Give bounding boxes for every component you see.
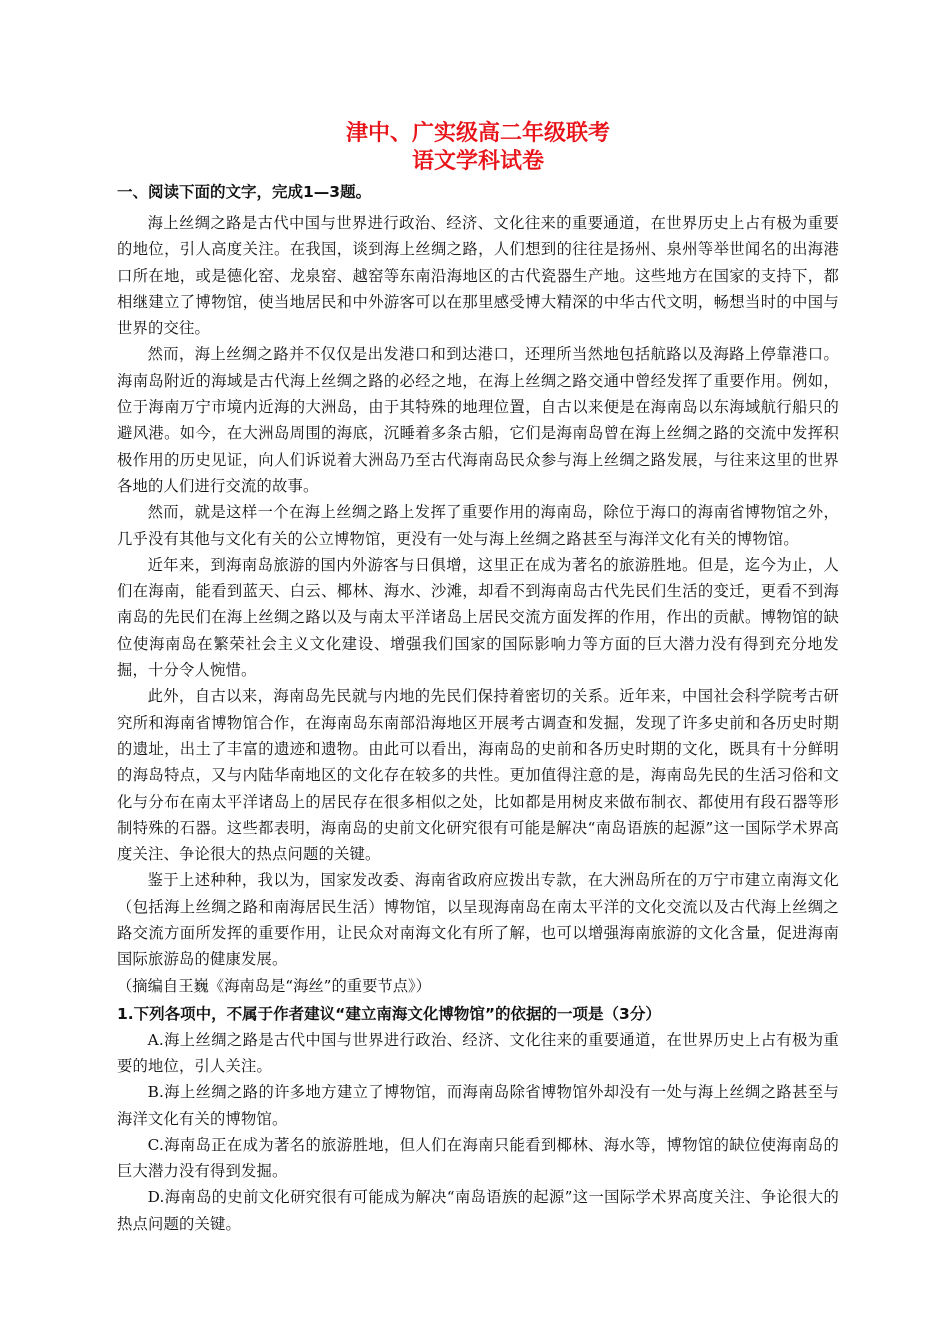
passage-source: （摘编自王巍《海南岛是“海丝”的重要节点》） xyxy=(117,976,431,995)
question-1-option-b: B.海上丝绸之路的许多地方建立了博物馆，而海南岛除省博物馆外却没有一处与海上丝绸之路甚至与海洋文化有关的博物馆。 xyxy=(117,1083,839,1128)
question-1-option-c: C.海南岛正在成为著名的旅游胜地，但人们在海南只能看到椰林、海水等，博物馆的缺位使海南岛的巨大潜力没有得到发掘。 xyxy=(117,1135,839,1181)
passage-paragraph-2: 然而，海上丝绸之路并不仅仅是出发港口和到达港口，还理所当然地包括航路以及海路上停靠港口。海南岛附近的海域是古代海上丝绸之路的必经之地，在海上丝绸之路交通中曾经发挥了重要作用。例如，位于海南万宁市境内近海的大洲岛，由于其特殊的地理位置，自古以来便是在海南岛以东海域航行船只的避风港。如今，在大洲岛周围的海底，沉睡着多条古船，它们是海南岛曾在海上丝绸之路的交流中发挥积极作用的历史见证，向人们诉说着大洲岛乃至古代海南岛民众参与海上丝绸之路发展，与往来这里的世界各地的人们进行交流的故事。 xyxy=(117,345,839,495)
section-heading: 一、阅读下面的文字，完成1—3题。 xyxy=(117,183,372,201)
title-line-1: 津中、广实级高二年级联考 xyxy=(345,121,610,146)
question-1-option-a: A.海上丝绸之路是古代中国与世界进行政治、经济、文化往来的重要通道，在世界历史上占有极为重要的地位，引人关注。 xyxy=(117,1030,839,1075)
passage-paragraph-1: 海上丝绸之路是古代中国与世界进行政治、经济、文化往来的重要通道，在世界历史上占有极为重要的地位，引人高度关注。在我国，谈到海上丝绸之路，人们想到的往往是扬州、泉州等举世闻名的出海港口所在地，或是德化窑、龙泉窑、越窑等东南沿海地区的古代瓷器生产地。这些地方在国家的支持下，都相继建立了博物馆，使当地居民和中外游客可以在那里感受博大精深的中华古代文明，畅想当时的中国与世界的交往。 xyxy=(117,214,839,338)
passage-paragraph-6: 鉴于上述种种，我以为，国家发改委、海南省政府应拨出专款，在大洲岛所在的万宁市建立南海文化（包括海上丝绸之路和南海居民生活）博物馆，以呈现海南岛在南太平洋的文化交流以及古代海上丝绸之路交流方面所发挥的重要作用，让民众对南海文化有所了解，也可以增强海南旅游的文化含量，促进海南国际旅游岛的健康发展。 xyxy=(117,871,839,969)
passage-paragraph-5: 此外，自古以来，海南岛先民就与内地的先民们保持着密切的关系。近年来，中国社会科学院考古研究所和海南省博物馆合作，在海南岛东南部沿海地区开展考古调查和发掘，发现了许多史前和各历史时期的遗址，出土了丰富的遗迹和遗物。由此可以看出，海南岛的史前和各历史时期的文化，既具有十分鲜明的海岛特点，又与内陆华南地区的文化存在较多的共性。更加值得注意的是，海南岛先民的生活习俗和文化与分布在南太平洋诸岛上的居民存在很多相似之处，比如都是用树皮来做布制衣、都使用有段石器等形制特殊的石器。这些都表明，海南岛的史前文化研究很有可能是解决“南岛语族的起源”这一国际学术界高度关注、争论很大的热点问题的关键。 xyxy=(117,687,839,864)
document-page xyxy=(117,120,839,1237)
question-1-option-d: D.海南岛的史前文化研究很有可能成为解决“南岛语族的起源”这一国际学术界高度关注、争论很大的热点问题的关键。 xyxy=(117,1188,839,1233)
document-title xyxy=(117,120,839,176)
title-line-2: 语文学科试卷 xyxy=(411,149,544,174)
passage-paragraph-4: 近年来，到海南岛旅游的国内外游客与日俱增，这里正在成为著名的旅游胜地。但是，迄今为止，人们在海南，能看到蓝天、白云、椰林、海水、沙滩，却看不到海南岛古代先民们生活的变迁，更看不到海南岛的先民们在海上丝绸之路以及与南太平洋诸岛上居民交流方面发挥的作用，作出的贡献。博物馆的缺位使海南岛在繁荣社会主义文化建设、增强我们国家的国际影响力等方面的巨大潜力没有得到充分地发掘，十分令人惋惜。 xyxy=(117,555,839,680)
question-1-stem: 1.下列各项中，不属于作者建议“建立南海文化博物馆”的依据的一项是（3分） xyxy=(117,1004,661,1023)
passage-paragraph-3: 然而，就是这样一个在海上丝绸之路上发挥了重要作用的海南岛，除位于海口的海南省博物馆之外，几乎没有其他与文化有关的公立博物馆，更没有一处与海上丝绸之路甚至与海洋文化有关的博物馆。 xyxy=(117,503,839,548)
